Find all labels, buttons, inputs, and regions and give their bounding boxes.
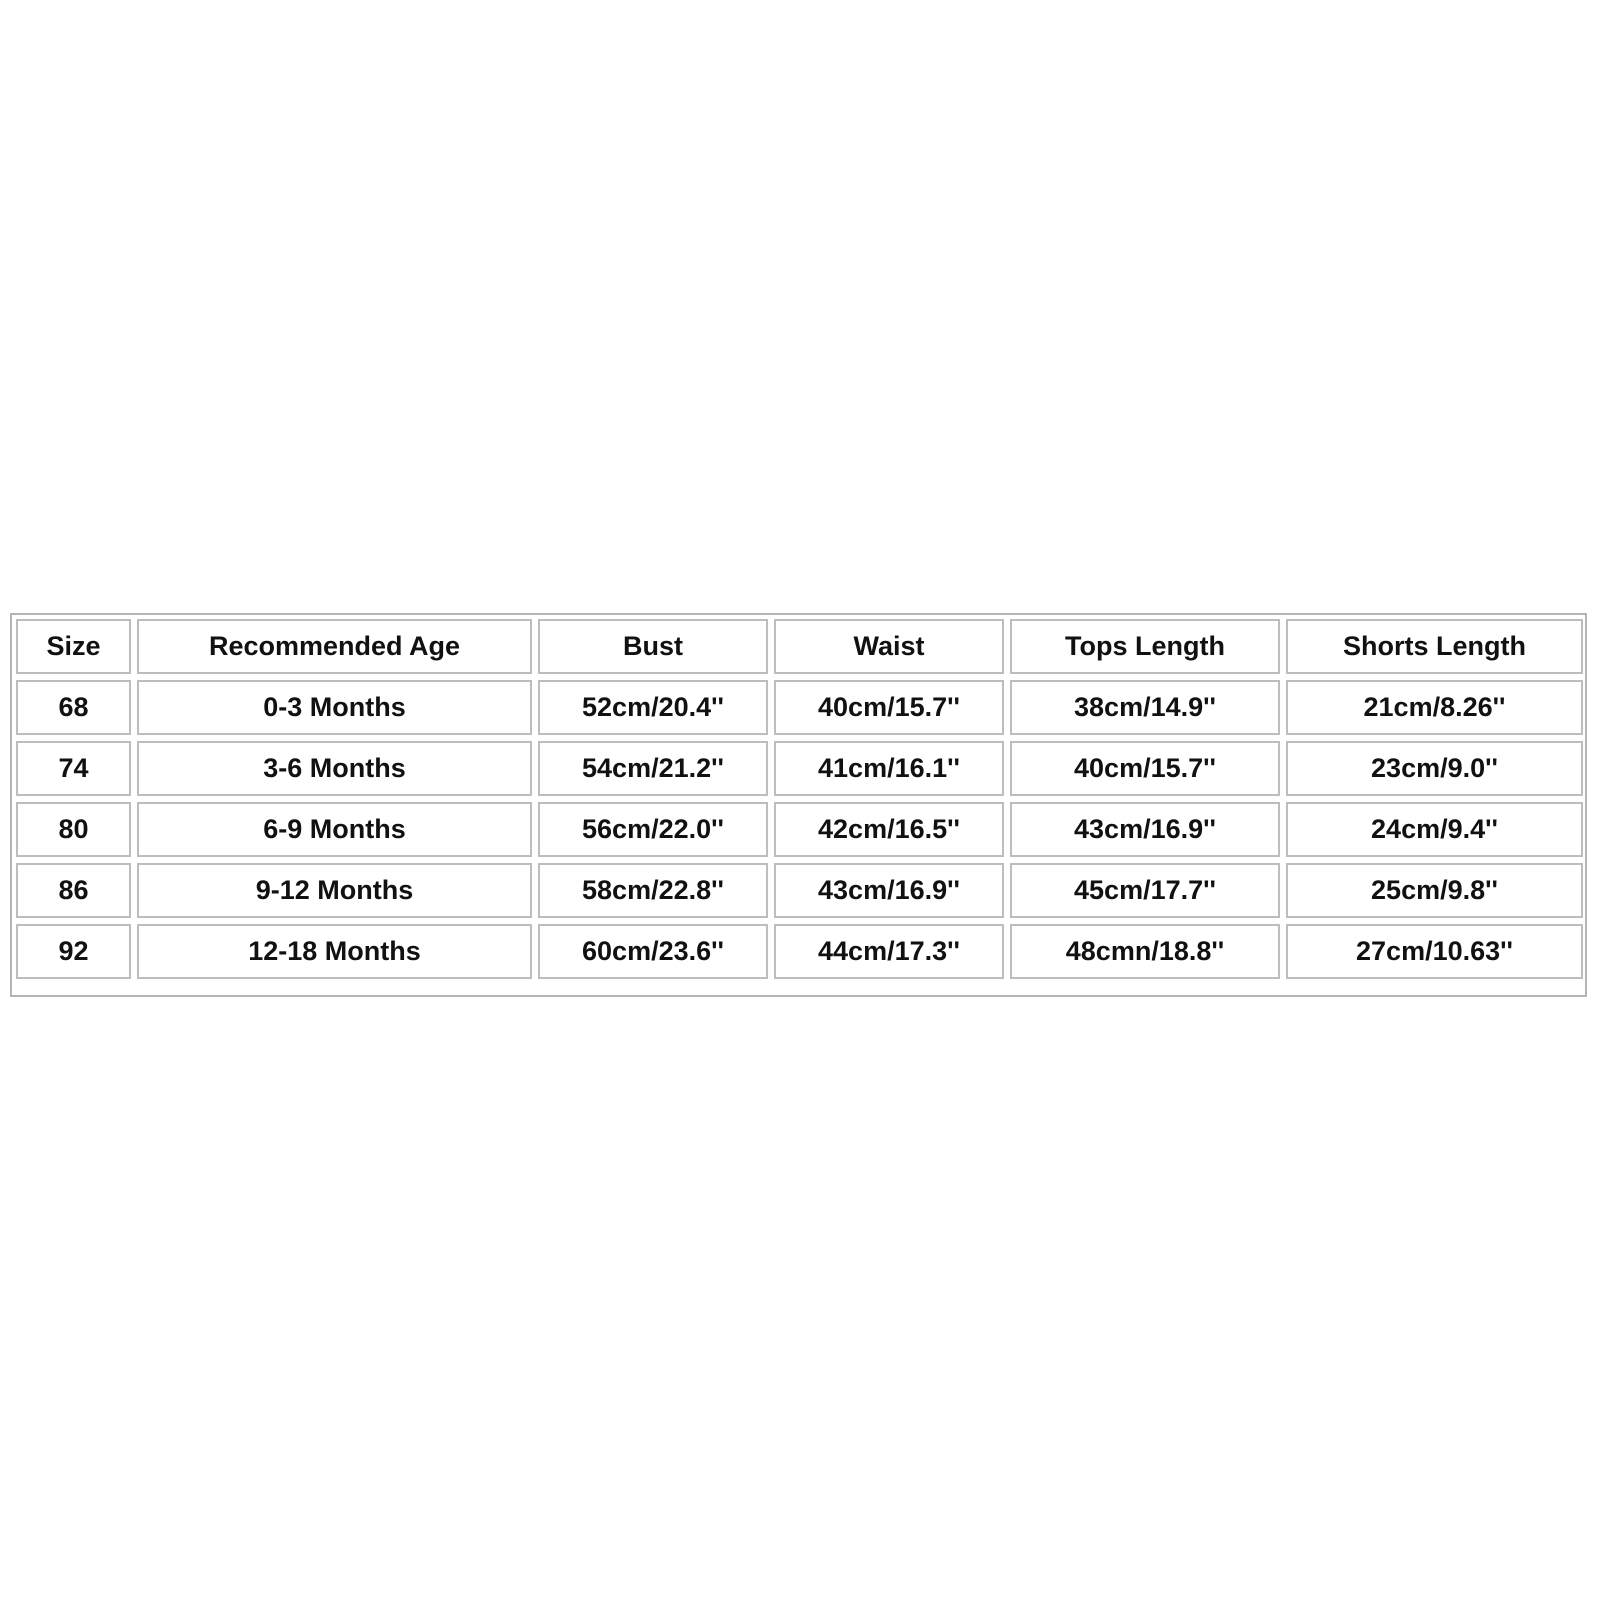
cell-recommended-age: 0-3 Months bbox=[137, 680, 532, 735]
cell-size: 86 bbox=[16, 863, 131, 918]
size-chart bbox=[10, 613, 1587, 997]
table-row bbox=[16, 924, 1583, 979]
cell-bust: 56cm/22.0'' bbox=[538, 802, 768, 857]
cell-tops-length: 40cm/15.7'' bbox=[1010, 741, 1280, 796]
cell-tops-length: 48cmn/18.8'' bbox=[1010, 924, 1280, 979]
table-row bbox=[16, 741, 1583, 796]
cell-bust: 60cm/23.6'' bbox=[538, 924, 768, 979]
cell-waist: 43cm/16.9'' bbox=[774, 863, 1004, 918]
cell-size: 80 bbox=[16, 802, 131, 857]
cell-waist: 41cm/16.1'' bbox=[774, 741, 1004, 796]
cell-recommended-age: 9-12 Months bbox=[137, 863, 532, 918]
cell-shorts-length: 25cm/9.8'' bbox=[1286, 863, 1583, 918]
header-bust: Bust bbox=[538, 619, 768, 674]
cell-size: 68 bbox=[16, 680, 131, 735]
cell-tops-length: 43cm/16.9'' bbox=[1010, 802, 1280, 857]
cell-bust: 58cm/22.8'' bbox=[538, 863, 768, 918]
cell-recommended-age: 3-6 Months bbox=[137, 741, 532, 796]
cell-bust: 54cm/21.2'' bbox=[538, 741, 768, 796]
cell-waist: 42cm/16.5'' bbox=[774, 802, 1004, 857]
cell-recommended-age: 6-9 Months bbox=[137, 802, 532, 857]
cell-bust: 52cm/20.4'' bbox=[538, 680, 768, 735]
header-recommended-age: Recommended Age bbox=[137, 619, 532, 674]
header-shorts-length: Shorts Length bbox=[1286, 619, 1583, 674]
table-header-row bbox=[16, 619, 1583, 674]
header-tops-length: Tops Length bbox=[1010, 619, 1280, 674]
cell-shorts-length: 23cm/9.0'' bbox=[1286, 741, 1583, 796]
header-waist: Waist bbox=[774, 619, 1004, 674]
cell-tops-length: 45cm/17.7'' bbox=[1010, 863, 1280, 918]
header-size: Size bbox=[16, 619, 131, 674]
cell-waist: 40cm/15.7'' bbox=[774, 680, 1004, 735]
cell-tops-length: 38cm/14.9'' bbox=[1010, 680, 1280, 735]
cell-size: 92 bbox=[16, 924, 131, 979]
table-row bbox=[16, 802, 1583, 857]
cell-waist: 44cm/17.3'' bbox=[774, 924, 1004, 979]
cell-shorts-length: 24cm/9.4'' bbox=[1286, 802, 1583, 857]
cell-recommended-age: 12-18 Months bbox=[137, 924, 532, 979]
cell-size: 74 bbox=[16, 741, 131, 796]
table-row bbox=[16, 680, 1583, 735]
cell-shorts-length: 21cm/8.26'' bbox=[1286, 680, 1583, 735]
table-row bbox=[16, 863, 1583, 918]
size-table bbox=[10, 613, 1589, 985]
cell-shorts-length: 27cm/10.63'' bbox=[1286, 924, 1583, 979]
